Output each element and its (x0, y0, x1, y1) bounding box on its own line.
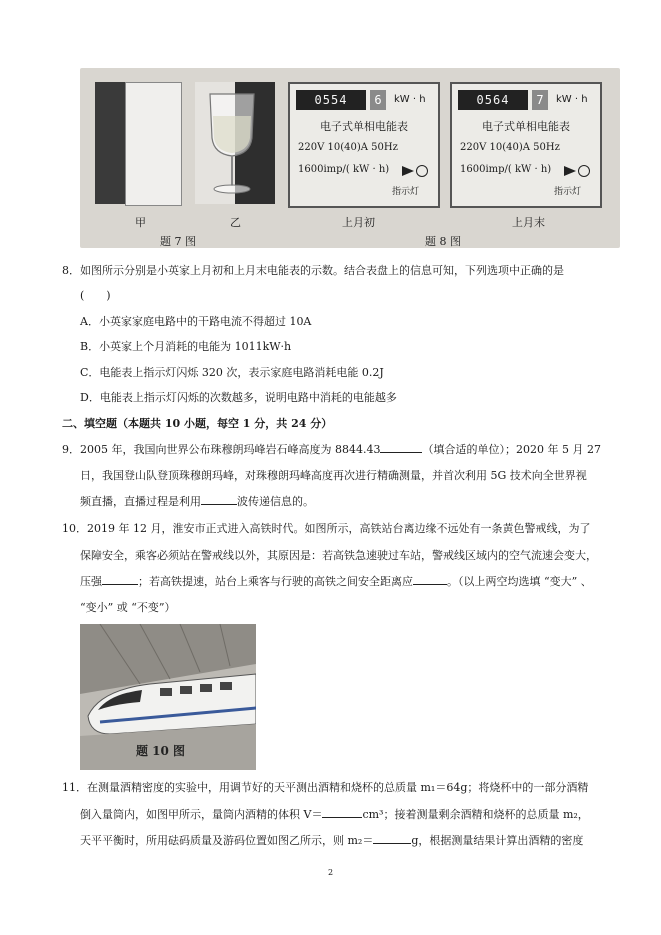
q10-text-3a: 压强 (80, 575, 102, 588)
fig7-jia-light-panel (125, 82, 182, 206)
q9-line-1 (62, 441, 601, 457)
meter-end-digits: 0564 (458, 90, 528, 110)
q11-blank-mass[interactable] (373, 833, 411, 844)
meter-start-spec: 220V 10(40)A 50Hz (298, 142, 398, 153)
q10-line-3 (80, 573, 592, 589)
q11-blank-volume[interactable] (322, 807, 362, 818)
meter-end-spec: 220V 10(40)A 50Hz (460, 142, 560, 153)
q10-blank-pressure[interactable] (102, 574, 138, 585)
q9-blank-unit[interactable] (380, 442, 422, 453)
q11-text-3a: 天平平衡时，所用砝码质量及游码位置如图乙所示，则 m₂＝ (80, 834, 374, 847)
figure-10-train-photo (80, 624, 256, 770)
q8-option-a: A．小英家家庭电路中的干路电流不得超过 10A (80, 315, 312, 328)
q9-line-2: 日，我国登山队登顶珠穆朗玛峰，对珠穆朗玛峰高度再次进行精确测量，并首次利用 5G 技术向全世界视 (80, 469, 587, 482)
q11-line-2 (80, 806, 589, 822)
meter-end-last-digit: 7 (532, 90, 548, 110)
q8-stem: 8．如图所示分别是小英家上月初和上月末电能表的示数。结合表盘上的信息可知，下列选项中正确的是 (62, 264, 564, 277)
page-number: 2 (327, 868, 334, 877)
q11-line-1: 11．在测量酒精密度的实验中，用调节好的天平测出酒精和烧杯的总质量 m₁＝64g；将烧杯中的一部分酒精 (62, 781, 589, 794)
meter-start-digits: 0554 (296, 90, 366, 110)
indicator-led-icon (416, 165, 428, 177)
q10-blank-distance[interactable] (413, 574, 447, 585)
indicator-triangle-icon (402, 166, 414, 176)
meter-start-last-digit: 6 (370, 90, 386, 110)
fig7-label-jia: 甲 (135, 216, 146, 229)
q9-blank-wave[interactable] (201, 494, 237, 505)
q11-text-2a: 倒入量筒内，如图甲所示，量筒内酒精的体积 V＝ (80, 808, 323, 821)
meter-start (288, 82, 440, 208)
meter-end-imp: 1600imp/( kW · h) (460, 164, 552, 175)
section-2-title: 二、填空题（本题共 10 小题，每空 1 分，共 24 分） (62, 417, 333, 430)
meter-end (450, 82, 602, 208)
meter-start-unit: kW · h (394, 94, 426, 105)
indicator-triangle-icon (564, 166, 576, 176)
q10-text-3b: ；若高铁提速，站台上乘客与行驶的高铁之间安全距离应 (138, 575, 413, 588)
q9-text-3b: 波传递信息的。 (237, 495, 314, 508)
fig10-caption: 题 10 图 (136, 744, 186, 758)
q9-line-3 (80, 493, 314, 509)
q11-text-2b: cm³；接着测量剩余酒精和烧杯的总质量 m₂， (362, 808, 589, 821)
fig8-caption: 题 8 图 (425, 235, 461, 248)
fig7-caption: 题 7 图 (160, 235, 196, 248)
q11-text-3b: g，根据测量结果计算出酒精的密度 (411, 834, 584, 847)
q11-line-3 (80, 832, 583, 848)
figure-7-8-photo (80, 68, 620, 248)
meter-end-title: 电子式单相电能表 (482, 120, 570, 133)
q9-text-3a: 频直播，直播过程是利用 (80, 495, 201, 508)
q10-line-2: 保障安全，乘客必须站在警戒线以外，其原因是：若高铁急速驶过车站，警戒线区域内的空气流速会变大， (80, 549, 597, 562)
q8-option-d: D．电能表上指示灯闪烁的次数越多，说明电路中消耗的电能越多 (80, 391, 397, 404)
q10-line-1: 10．2019 年 12 月，淮安市正式进入高铁时代。如图所示，高铁站台离边缘不远处有一条黄色警戒线，为了 (62, 522, 591, 535)
q8-option-c: C．电能表上指示灯闪烁 320 次，表示家庭电路消耗电能 0.2J (80, 366, 384, 379)
q8-answer-paren: ( ) (80, 289, 111, 302)
q9-text-1a: 9．2005 年，我国向世界公布珠穆朗玛峰岩石峰高度为 8844.43 (62, 443, 381, 456)
q9-text-1b: （填合适的单位）；2020 年 5 月 27 (422, 443, 601, 456)
meter-start-caption: 上月初 (342, 216, 375, 229)
fig7-jia-dark-panel (95, 82, 125, 204)
indicator-led-icon (578, 165, 590, 177)
meter-start-led-label: 指示灯 (392, 187, 420, 197)
wine-glass-icon (202, 88, 262, 200)
q10-text-3c: 。（以上两空均选填 “变大” 、 (447, 575, 592, 588)
q8-option-b: B．小英家上个月消耗的电能为 1011kW·h (80, 340, 292, 353)
meter-end-caption: 上月末 (512, 216, 545, 229)
q10-line-4: “变小” 或 “不变”） (80, 601, 176, 614)
meter-end-unit: kW · h (556, 94, 588, 105)
meter-start-title: 电子式单相电能表 (320, 120, 408, 133)
fig7-label-yi: 乙 (230, 216, 241, 229)
meter-end-led-label: 指示灯 (554, 187, 582, 197)
meter-start-imp: 1600imp/( kW · h) (298, 164, 390, 175)
